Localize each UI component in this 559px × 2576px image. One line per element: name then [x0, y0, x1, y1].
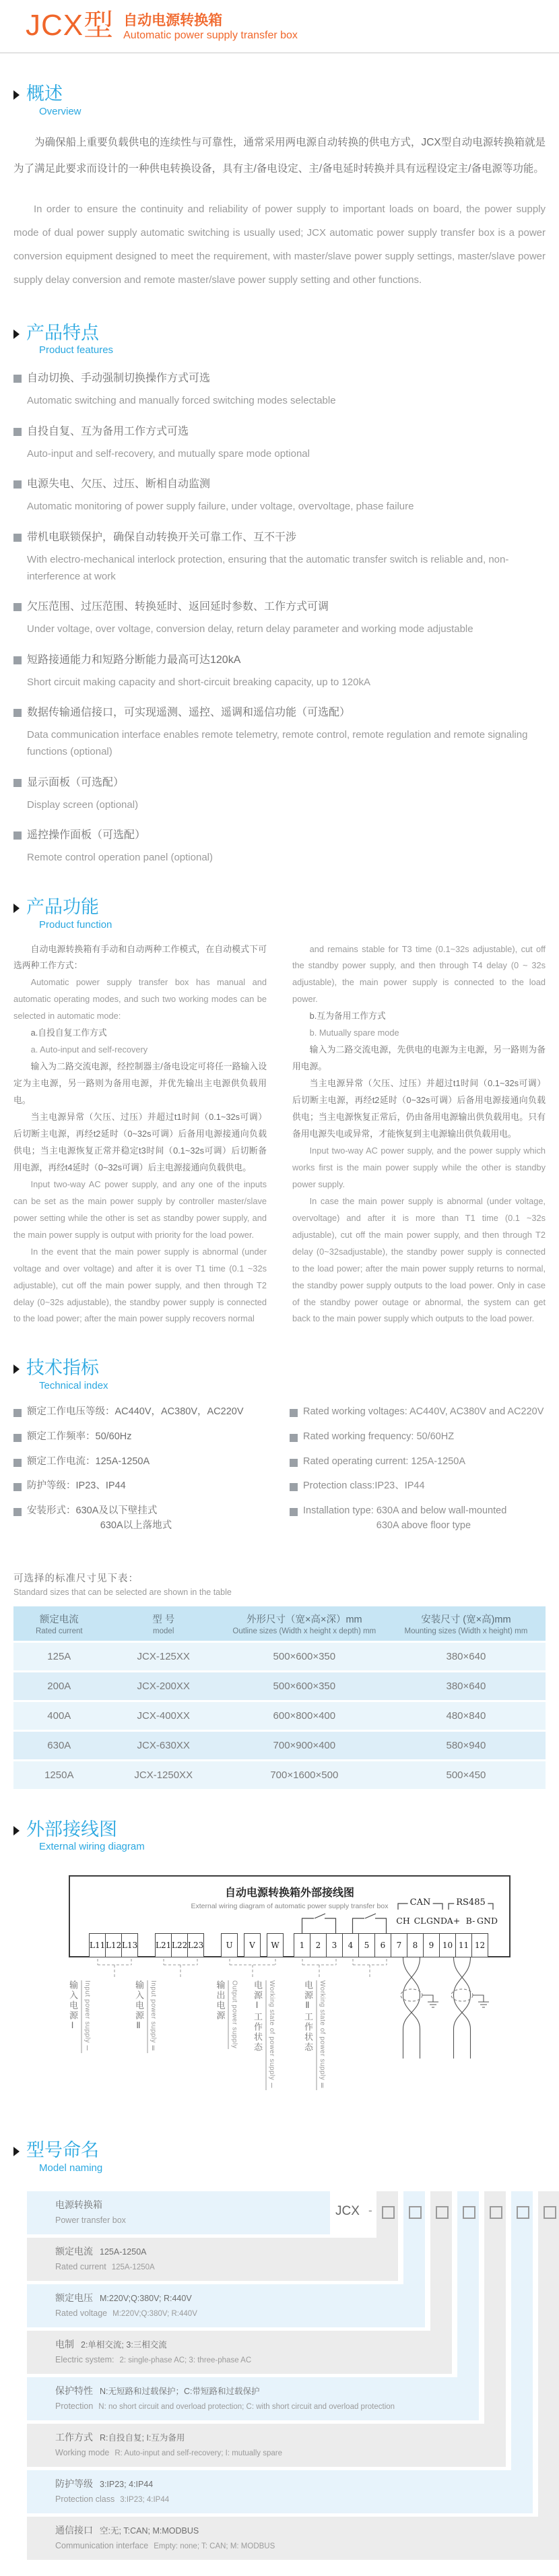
naming-title-en: Model naming: [39, 2162, 103, 2174]
naming-value-cn: M:220V;Q:380V; R:440V: [100, 2293, 192, 2303]
technical-item: Rated working frequency: 50/60HZ: [290, 1430, 546, 1445]
square-bullet-icon: [290, 1508, 298, 1516]
cell-rated-current: 1250A: [44, 1769, 74, 1781]
feature-text-en: Short circuit making capacity and short-circuit breaking capacity, up to 120kA: [27, 676, 370, 688]
can-bus-label: CAN: [408, 1897, 433, 1908]
overview-title-en: Overview: [39, 105, 81, 117]
feature-item: [13, 530, 546, 585]
size-table-body: [13, 1641, 546, 1789]
feature-text-en: Display screen (optional): [27, 798, 139, 811]
feature-item: [13, 371, 546, 410]
naming-label-cn: 防护等级: [55, 2478, 93, 2489]
naming-heading: [13, 2141, 546, 2174]
terminal: V: [244, 1933, 261, 1957]
technical-column-en: [290, 1405, 546, 1544]
terminal: 1: [294, 1933, 310, 1957]
terminal: 6: [374, 1933, 391, 1957]
square-bullet-icon: [290, 1409, 298, 1417]
terminal: 3: [326, 1933, 343, 1957]
naming-row: [27, 2424, 506, 2467]
cell-outline-size: 700×1600×500: [270, 1769, 339, 1781]
feature-text-cn: 带机电联锁保护，确保自动转换开关可靠工作、互不干涉: [13, 530, 546, 546]
overview-title-cn: 概述: [26, 83, 63, 104]
code-column-strip: [538, 2191, 559, 2517]
naming-label-cn: 通信接口: [55, 2524, 93, 2536]
relay-contact-icon: [346, 1913, 394, 1933]
technical-item: Installation type: 630A and below wall-mounted 630A above floor type: [290, 1504, 546, 1534]
cell-outline-size: 500×600×350: [273, 1650, 336, 1662]
function-paragraph: Input two-way AC power supply, and any one of the inputs can be set as the main power supply by controller master/slave power setting while the other is set as standby power supply, and the main power supply is output with priority for the load power.: [13, 1179, 267, 1240]
naming-value-en: 2: single-phase AC; 3: three-phase AC: [119, 2356, 252, 2364]
feature-text-en: Auto-input and self-recovery, and mutually spare mode optional: [27, 447, 310, 460]
relay-contact-icon: [295, 1913, 343, 1933]
function-paragraph: a. Auto-input and self-recovery: [30, 1044, 148, 1055]
cell-outline-size: 700×900×400: [273, 1739, 336, 1751]
feature-text-cn: 数据传输通信接口，可实现遥测、遥控、遥调和遥信功能（可选配）: [13, 705, 546, 722]
code-box: [436, 2206, 449, 2219]
pin-label: GND: [477, 1916, 498, 1926]
overview-heading: [13, 84, 546, 117]
square-bullet-icon: [290, 1434, 298, 1442]
function-paragraph: a.自投自复工作方式: [30, 1028, 107, 1038]
wire-group-label-cn: 输入电源Ⅰ: [67, 1980, 81, 2053]
table-row: [13, 1730, 546, 1759]
naming-label-cn: 电制: [55, 2338, 74, 2350]
terminal: L12: [105, 1933, 122, 1957]
group-bracket: [302, 1959, 337, 1978]
terminal: L22: [171, 1933, 188, 1957]
technical-item: 安装形式：630A及以下壁挂式 630A以上落地式: [13, 1504, 269, 1534]
naming-row: [27, 2470, 533, 2513]
feature-list: [13, 371, 546, 866]
product-title-en: Automatic power supply transfer box: [123, 30, 298, 42]
square-bullet-icon: [13, 428, 22, 436]
naming-value-cn: N:无短路和过载保护；C:带短路和过载保护: [100, 2386, 260, 2396]
naming-value-cn: R:自投自复; I:互为备用: [100, 2432, 185, 2443]
cell-model: JCX-630XX: [137, 1739, 190, 1751]
features-title-en: Product features: [39, 344, 114, 356]
cell-model: JCX-200XX: [137, 1680, 190, 1692]
terminal: 4: [342, 1933, 359, 1957]
function-column-right: [292, 941, 546, 1328]
feature-item: [13, 705, 546, 760]
feature-item: [13, 599, 546, 638]
diagram-title-cn: 自动电源转换箱外部接线图: [224, 1886, 354, 1899]
section-marker-icon: [13, 1826, 20, 1835]
naming-value-cn: 3:IP23; 4:IP44: [100, 2479, 154, 2489]
square-bullet-icon: [290, 1459, 298, 1467]
pin-label: B-: [465, 1916, 475, 1926]
naming-value-en: R: Auto-input and self-recovery; I: mutually spare: [114, 2449, 283, 2457]
wiring-title-cn: 外部接线图: [26, 1819, 117, 1840]
code-box: [382, 2206, 395, 2219]
naming-value-en: M:220V;Q:380V; R:440V: [112, 2309, 197, 2318]
naming-rows: [27, 2191, 559, 2560]
size-note-cn: 可选择的标准尺寸见下表：: [13, 1573, 139, 1584]
function-paragraph: b. Mutually spare mode: [309, 1028, 399, 1038]
rs485-bus-label: RS485: [454, 1897, 488, 1908]
function-paragraph: 输入为二路交流电源，先供电的电源为主电源，另一路则为备用电源。: [292, 1044, 546, 1072]
function-title-en: Product function: [39, 918, 112, 931]
feature-text-cn: 遥控操作面板（可选配）: [13, 827, 546, 844]
naming-row: [27, 2284, 425, 2327]
wiring-diagram: [69, 1875, 511, 2110]
function-paragraph: and remains stable for T3 time (0.1~32s adjustable), cut off the standby power supply, and then through T4 delay (0 ~ 32s adjustable), the main power supply is connected to the load power.: [292, 943, 546, 1005]
function-heading: [13, 898, 546, 931]
table-row: [13, 1670, 546, 1700]
feature-item: [13, 827, 546, 867]
feature-text-en: Data communication interface enables remote telemetry, remote control, remote regulation and remote signaling functions (optional): [27, 729, 528, 757]
terminal: 12: [471, 1933, 488, 1957]
twisted-pair-cable-icon: [399, 1957, 441, 2060]
cell-mounting-size: 480×840: [446, 1709, 486, 1722]
terminal-group-control: [294, 1933, 488, 1957]
naming-label-cn: 工作方式: [55, 2431, 93, 2443]
code-box: [463, 2206, 475, 2219]
technical-item: 防护等级：IP23、IP44: [13, 1479, 269, 1494]
terminal: 11: [455, 1933, 472, 1957]
section-model-naming: [13, 2141, 546, 2560]
feature-text-en: Remote control operation panel (optional): [27, 852, 213, 864]
naming-row: [27, 2238, 398, 2281]
cell-rated-current: 400A: [47, 1709, 71, 1722]
technical-item: 额定工作电压等级：AC440V，AC380V，AC220V: [13, 1405, 269, 1420]
feature-text-cn: 电源失电、欠压、过压、断相自动监测: [13, 476, 546, 493]
code-box: [490, 2206, 502, 2219]
technical-item: Rated working voltages: AC440V, AC380V and AC220V: [290, 1405, 546, 1420]
section-marker-icon: [13, 90, 20, 100]
cell-model: JCX-1250XX: [134, 1769, 193, 1781]
terminal: 2: [310, 1933, 327, 1957]
naming-label-en: Working mode: [55, 2447, 110, 2457]
feature-text-en: With electro-mechanical interlock protection, ensuring that the automatic transfer switch is reliable and, non-interference at work: [27, 553, 509, 582]
group-bracket: [352, 1959, 387, 1978]
pin-label: GND: [426, 1916, 447, 1926]
function-paragraph: 当主电源异常（欠压、过压）并超过t1时间（0.1~32s可调）后切断主电源，再经t2延时（0~32s可调）后备用电源接通向负载供电；当主电源恢复正常后，仍由备用电源输出供负载用电。只有备用电源失电或异常，才能恢复到主电源输出供负载用电。: [292, 1078, 546, 1139]
product-title-cn: 自动电源转换箱: [123, 13, 223, 28]
wire-group-label-en: Working state of power supply Ⅰ: [268, 1980, 275, 2091]
square-bullet-icon: [13, 1434, 22, 1442]
code-box: [409, 2206, 422, 2219]
technical-item: 额定工作频率：50/60Hz: [13, 1430, 269, 1445]
feature-text-en: Under voltage, over voltage, conversion delay, return delay parameter and working mode adjustable: [27, 623, 473, 635]
technical-columns: [13, 1405, 546, 1544]
feature-text-cn: 短路接通能力和短路分断能力最高可达120kA: [13, 652, 546, 669]
function-paragraph: Automatic power supply transfer box has manual and automatic operating modes, and such two working modes can be selected in automatic mode:: [13, 977, 267, 1022]
model-code-dash: -: [368, 2203, 372, 2217]
cell-mounting-size: 500×450: [446, 1769, 486, 1781]
naming-value-cn: 2:单相交流; 3:三相交流: [81, 2339, 167, 2350]
square-bullet-icon: [13, 656, 22, 664]
technical-heading: [13, 1358, 546, 1391]
naming-label-cn: 额定电流: [55, 2245, 93, 2257]
cell-mounting-size: 380×640: [446, 1650, 486, 1662]
wiring-heading: [13, 1820, 546, 1853]
naming-value-en: N: no short circuit and overload protection; C: with short circuit and overload protection: [98, 2402, 395, 2411]
naming-value-cn: 空:无; T:CAN; M:MODBUS: [100, 2525, 199, 2536]
terminal: L13: [121, 1933, 138, 1957]
square-bullet-icon: [13, 779, 22, 787]
column-header-en: Outline sizes (Width x height x depth) mm: [232, 1627, 376, 1635]
wire-group-label-en: Input power supply Ⅰ: [84, 1980, 91, 2054]
wire-group-labels: [69, 1980, 511, 2108]
group-bracket: [97, 1959, 132, 1978]
size-table: [13, 1606, 546, 1789]
feature-item: [13, 775, 546, 814]
column-header: 安装尺寸 (宽×高)mm: [421, 1614, 511, 1625]
naming-label-en: Protection: [55, 2401, 94, 2411]
naming-value-cn: 125A-1250A: [100, 2247, 147, 2257]
naming-row: [27, 2331, 452, 2374]
naming-label-en: Electric system:: [55, 2354, 114, 2364]
column-header: 型 号: [152, 1614, 175, 1625]
naming-label-cn: 额定电压: [55, 2292, 93, 2303]
technical-title-en: Technical index: [39, 1380, 108, 1392]
feature-text-cn: 自动切换、手动强制切换操作方式可选: [13, 371, 546, 387]
function-paragraph: In the event that the main power supply is abnormal (under voltage and over voltage) and after it is over T1 time (0.1 ~32s adjustable), cut off the main power supply, and then through T2 delay (0~32s adjustable), the standby power supply is connected to the load power; after the main power supply recovers normal: [13, 1246, 267, 1324]
square-bullet-icon: [13, 480, 22, 489]
function-paragraph: b.互为备用工作方式: [309, 1011, 386, 1022]
section-marker-icon: [13, 904, 20, 913]
technical-column-cn: [13, 1405, 269, 1544]
function-columns: [13, 941, 546, 1328]
terminal: L21: [155, 1933, 172, 1957]
cell-rated-current: 200A: [47, 1680, 71, 1692]
function-paragraph: Input two-way AC power supply, and the power supply which works first is the main power supply while the other is standby power supply.: [292, 1145, 546, 1189]
cell-mounting-size: 580×940: [446, 1739, 486, 1751]
technical-item: Protection class:IP23、IP44: [290, 1479, 546, 1494]
cell-outline-size: 600×800×400: [273, 1709, 336, 1722]
square-bullet-icon: [13, 1483, 22, 1491]
square-bullet-icon: [13, 375, 22, 383]
naming-value-en: 3:IP23; 4:IP44: [120, 2495, 170, 2504]
naming-label-cn: 保护特性: [55, 2385, 93, 2396]
table-row: [13, 1759, 546, 1789]
square-bullet-icon: [13, 1409, 22, 1417]
technical-title-cn: 技术指标: [26, 1358, 99, 1379]
cell-rated-current: 125A: [47, 1650, 71, 1662]
terminal: 10: [439, 1933, 456, 1957]
function-paragraph: 输入为二路交流电源，经控制器主/备电设定可将任一路输入设定为主电源，另一路则为备用电源，并优先输出主电源供负载用电。: [13, 1061, 267, 1106]
section-features: [13, 323, 546, 867]
section-wiring: [13, 1820, 546, 2110]
wire-group-label-en: Working state of power supply Ⅱ: [319, 1980, 326, 2091]
feature-text-cn: 显示面板（可选配）: [13, 775, 546, 792]
wire-group-label-cn: 电源Ⅱ工作状态: [302, 1980, 317, 2090]
function-title-cn: 产品功能: [26, 896, 99, 917]
group-bracket: [229, 1959, 276, 1978]
overview-paragraph-cn: 为确保船上重要负载供电的连续性与可靠性，通常采用两电源自动转换的供电方式，JCX型自动电源转换箱就是为了满足此要求而设计的一种供电转换设备，具有主/备电设定、主/备电延时转换并具有远程设定主/备电源等功能。: [13, 136, 546, 175]
features-title-cn: 产品特点: [26, 322, 99, 343]
terminal-group-input1: [89, 1933, 137, 1957]
naming-value-en: Empty: none; T: CAN; M: MODBUS: [154, 2542, 275, 2550]
twisted-pair-cable-icon: [450, 1957, 492, 2060]
features-heading: [13, 323, 546, 356]
code-box: [517, 2206, 529, 2219]
model-naming-diagram: [27, 2191, 559, 2560]
terminal: 7: [391, 1933, 407, 1957]
feature-text-cn: 自投自复、互为备用工作方式可选: [13, 424, 546, 441]
feature-text-cn: 欠压范围、过压范围、转换延时、返回延时参数、工作方式可调: [13, 599, 546, 616]
page-header: [0, 0, 559, 43]
feature-item: [13, 652, 546, 691]
column-header: 外形尺寸（宽×高×深）mm: [246, 1614, 362, 1625]
square-bullet-icon: [13, 709, 22, 717]
function-paragraph: In case the main power supply is abnormal (under voltage, overvoltage) and after it is more than T1 time (0.1 ~32s adjustable), cut off the main power supply, and then through T2 delay (0~32sadjustable), the standby power supply is connected to the load power; after the main power supply returns to normal, the standby power supply outputs to the load power. Only in case of the standby power outage or abnormal, the system can get back to the main power supply which outputs to the load power.: [292, 1195, 546, 1324]
size-table-note: [13, 1571, 546, 1597]
square-bullet-icon: [13, 534, 22, 542]
terminal: L11: [89, 1933, 106, 1957]
cell-mounting-size: 380×640: [446, 1680, 486, 1692]
square-bullet-icon: [290, 1483, 298, 1491]
naming-value-en: 125A-1250A: [111, 2263, 155, 2271]
group-bracket: [163, 1959, 198, 1978]
model-code-prefix: JCX: [335, 2203, 360, 2218]
pin-labels: [69, 1916, 511, 1928]
column-header-en: Rated current: [35, 1627, 83, 1635]
terminal: 8: [407, 1933, 424, 1957]
section-marker-icon: [13, 2147, 20, 2156]
square-bullet-icon: [13, 831, 22, 840]
feature-text-en: Automatic monitoring of power supply failure, under voltage, overvoltage, phase failure: [27, 501, 414, 513]
naming-label-cn: 电源转换箱: [55, 2199, 102, 2210]
size-table-header: [13, 1606, 546, 1641]
naming-row: [27, 2517, 559, 2560]
wire-group-label-cn: 输出电源: [214, 1980, 229, 2048]
function-column-left: [13, 941, 267, 1328]
cell-model: JCX-400XX: [137, 1709, 190, 1722]
product-title-block: [123, 11, 298, 43]
feature-item: [13, 476, 546, 515]
pin-label: CL: [414, 1916, 426, 1926]
cell-outline-size: 500×600×350: [273, 1680, 336, 1692]
code-box: [544, 2206, 556, 2219]
table-row: [13, 1641, 546, 1670]
feature-text-en: Automatic switching and manually forced switching modes selectable: [27, 395, 336, 407]
naming-title-cn: 型号命名: [26, 2140, 99, 2161]
cell-rated-current: 630A: [47, 1739, 71, 1751]
feature-item: [13, 424, 546, 463]
section-technical-index: [13, 1358, 546, 1788]
naming-label-en: Communication interface: [55, 2540, 149, 2550]
terminal: L23: [187, 1933, 204, 1957]
terminal: 5: [358, 1933, 375, 1957]
overview-paragraph-en: In order to ensure the continuity and reliability of power supply to important loads on board, the power supply mode of dual power supply automatic switching is usually used; JCX automatic power supply transfer box is a power conversion equipment designed to meet the requirement, with master/slave power supply settings, master/slave power supply delay conversion and remote master/slave power supply setting and other functions.: [13, 203, 546, 286]
wiring-title-en: External wiring diagram: [39, 1841, 145, 1853]
function-paragraph: 当主电源异常（欠压、过压）并超过t1时间（0.1~32s可调）后切断主电源，再经t2延时（0~32s可调）后备用电源接通向负载供电；当主电源恢复正常并稳定t3时间（0.1~32s可调）后切断备用电源，再经t4延时（0~32s可调）后主电源接通向负载供电。: [13, 1112, 267, 1172]
wire-group-label-en: Output power supply: [230, 1980, 238, 2049]
section-function: [13, 898, 546, 1328]
naming-label-en: Protection class: [55, 2494, 115, 2504]
table-row: [13, 1700, 546, 1730]
square-bullet-icon: [13, 1508, 22, 1516]
naming-label-en: Power transfer box: [55, 2215, 126, 2225]
technical-item: Rated operating current: 125A-1250A: [290, 1455, 546, 1470]
terminal: U: [221, 1933, 238, 1957]
section-marker-icon: [13, 329, 20, 339]
model-code-row: [27, 2191, 559, 2234]
size-note-en: Standard sizes that can be selected are shown in the table: [13, 1587, 232, 1597]
column-header-en: model: [153, 1627, 174, 1635]
terminal-group-input2: [155, 1933, 203, 1957]
cell-model: JCX-125XX: [137, 1650, 190, 1662]
naming-row: [27, 2377, 479, 2420]
pin-label: A+: [447, 1916, 461, 1926]
naming-label-en: Rated current: [55, 2261, 106, 2271]
column-header: 额定电流: [39, 1614, 79, 1625]
terminal: W: [267, 1933, 284, 1957]
technical-item: 额定工作电流：125A-1250A: [13, 1455, 269, 1470]
naming-label-en: Rated voltage: [55, 2308, 108, 2318]
column-header-en: Mounting sizes (Width x height) mm: [404, 1627, 528, 1635]
square-bullet-icon: [13, 1459, 22, 1467]
terminal: 9: [423, 1933, 440, 1957]
diagram-title-en: External wiring diagram of automatic power supply transfer box: [191, 1902, 389, 1911]
wire-group-label-cn: 电源Ⅰ工作状态: [251, 1980, 266, 2090]
section-overview: [13, 84, 546, 292]
terminal-group-output: [221, 1933, 290, 1957]
function-paragraph: 自动电源转换箱有手动和自动两种工作模式，在自动模式下可选两种工作方式：: [13, 943, 267, 971]
wire-group-label-cn: 输入电源Ⅱ: [133, 1980, 147, 2053]
product-model-name: JCX型: [26, 9, 114, 42]
section-marker-icon: [13, 1364, 20, 1374]
wire-group-label-en: Input power supply Ⅱ: [150, 1980, 157, 2054]
square-bullet-icon: [13, 603, 22, 611]
pin-label: CH: [396, 1916, 410, 1926]
